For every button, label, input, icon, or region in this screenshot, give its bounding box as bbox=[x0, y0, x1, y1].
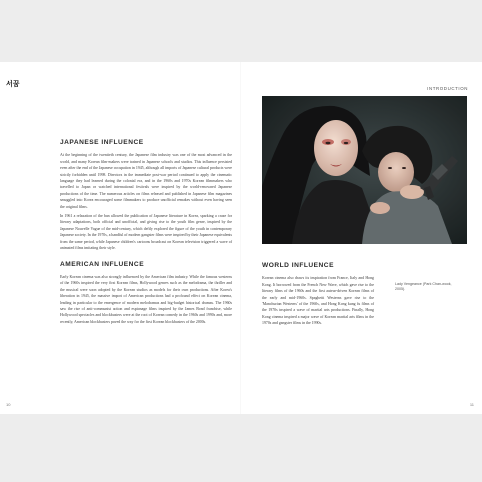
page-number-left: 10 bbox=[6, 402, 11, 407]
book-spread bbox=[0, 62, 482, 414]
section-heading-japanese: JAPANESE INFLUENCE bbox=[60, 139, 144, 146]
right-text-column bbox=[262, 263, 374, 330]
book-gutter bbox=[240, 62, 241, 414]
chapter-tag: 서꿈 bbox=[6, 80, 20, 88]
paragraph: In 1961 a relaxation of the ban allowed the publication of Japanese literature in Korea, sparking a craze for literary adaptations, both official and unofficial, and giving rise to the youth film genre, inspired by the Japanese Nouvelle Vague of the mid-century, which deftly explored the figure of the youth in contemporary Japanese society. In the 1970s, a handful of modern gangster films were inspired by their Japanese equivalents from the same period, while Japanese children's cartoons broadcast on Korean television triggered a wave of animated films imitating their style. bbox=[60, 214, 232, 251]
paragraph: Korean cinema also draws its inspiration from France, Italy and Hong Kong. It borrowed from the French New Wave, which gave rise to the literary films of the 1960s and the first auteur-driven Korean films of the early and mid-1960s. Spaghetti Westerns gave rise to the 'Manchurian Westerns' of the 1960s, and Hong Kong kung fu films of the 1970s inspired a wave of martial arts productions. Finally, Hong Kong cinema inspired a major wave of Korean martial arts films in the 1970s and gangster films in the 1990s. bbox=[262, 276, 374, 326]
paragraph: Early Korean cinema was also strongly influenced by the American film industry. While the famous westerns of the 1960s inspired the very first Korean films, Hollywood genres such as the melodrama, the thriller and the musical were soon adopted by the Korean studios as models for their own productions. After Korea's liberation in 1945, the massive import of American productions had a profound effect on Korean cinema, leading in particular to the emergence of modern melodramas and big-budget historical dramas. The 1960s saw the rise of anti-communist action and espionage films inspired by the James Bond franchise, while Hollywood spectacles and blockbusters were at the root of Korean comedy in the 1960s and 1990s and, more recently, American blockbusters paved the way for the first Korean blockbusters of the 2000s. bbox=[60, 274, 232, 324]
photo-caption: Lady Vengeance (Park Chan-wook, 2005). bbox=[395, 282, 452, 291]
film-still-photo bbox=[262, 96, 467, 244]
section-heading-american: AMERICAN INFLUENCE bbox=[60, 260, 145, 268]
page-number-right: 11 bbox=[469, 402, 474, 407]
left-text-column bbox=[60, 140, 232, 328]
paragraph: At the beginning of the twentieth century, the Japanese film industry was one of the most advanced in the world, and many Korean film-makers were trained in Japanese schools and studios. This influence persisted even after the end of the Japanese occupation in 1945, although all imports of Japanese cultural products were strictly forbidden until 1998. Directors in the immediate post-war period continued to apply the cinematic language they had learned during the colonial era, and in the 1960s and 1970s Korean filmmakers who travelled to Japan or watched international festivals were inspired by the world-renowned Japanese productions of the time. The numerous articles on films released and published in Japanese film magazines smuggled into Korea encouraged some filmmakers to produce unofficial remakes without even having seen the original films. bbox=[60, 153, 232, 209]
running-head: INTRODUCTION bbox=[427, 86, 468, 91]
section-heading-world: WORLD INFLUENCE bbox=[262, 262, 334, 269]
